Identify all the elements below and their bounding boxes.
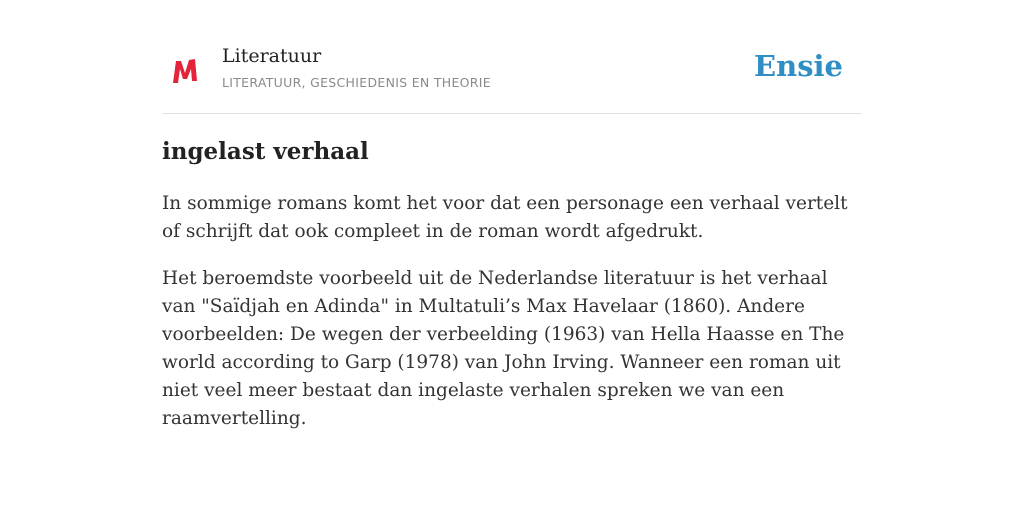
- paragraph-2: Het beroemdste voorbeeld uit de Nederlandse literatuur is het verhaal van "Saïdjah en Adinda" in Multatuli’s Max Havelaar (1860). Andere voorbeelden: De wegen der verbeelding (1963) van Hella Haasse en The world according to Garp (1978) van John Irving. Wanneer een roman uit niet veel meer bestaat dan ingelaste verhalen spreken we van een raamvertelling.: [162, 268, 845, 429]
- site-subtitle: LITERATUUR, GESCHIEDENIS EN THEORIE: [222, 75, 491, 90]
- m-logo-icon[interactable]: [172, 57, 198, 85]
- article-card: [162, 0, 862, 429]
- site-title[interactable]: Literatuur: [222, 45, 322, 67]
- brand-logo[interactable]: Ensie: [754, 49, 843, 83]
- article-body: [162, 190, 862, 452]
- term-title: ingelast verhaal: [162, 138, 369, 165]
- paragraph-1: In sommige romans komt het voor dat een personage een verhaal vertelt of schrijft dat ook compleet in de roman wordt afgedrukt.: [162, 193, 848, 242]
- header: [162, 0, 862, 114]
